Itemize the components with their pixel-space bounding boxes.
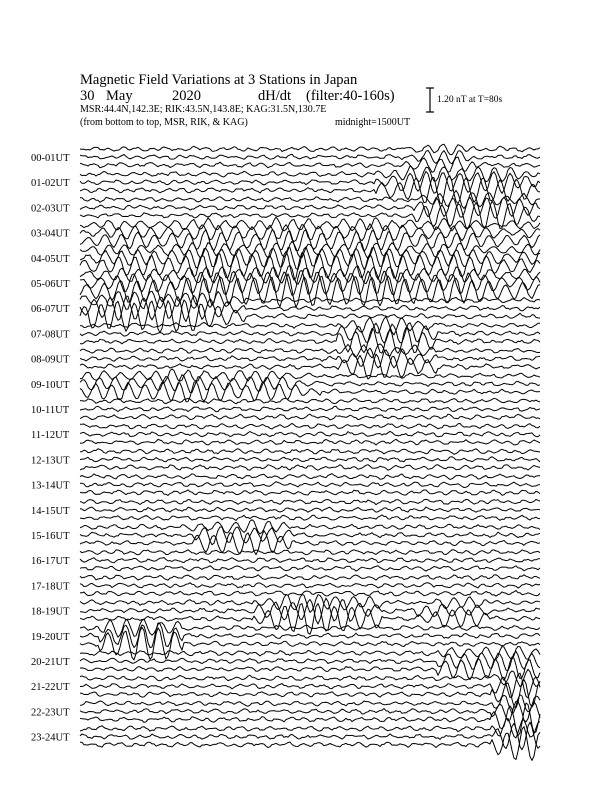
trace-kag-11-12UT [80,439,540,445]
trace-rik-10-11UT [80,406,540,411]
trace-kag-14-15UT [80,515,540,521]
trace-msr-11-12UT [80,423,540,429]
row-label: 02-03UT [31,203,70,215]
date-day: 30 [80,88,95,104]
date-year: 2020 [172,88,201,104]
row-label: 15-16UT [31,531,70,542]
row-label: 07-08UT [31,329,70,341]
row-label: 21-22UT [31,682,70,694]
trace-kag-13-14UT [80,490,540,496]
trace-kag-12-13UT [80,465,540,471]
filter-label: (filter:40-160s) [306,88,395,104]
row-label: 08-09UT [31,354,70,366]
row-label: 04-05UT [31,253,70,265]
trace-rik-19-20UT [80,623,540,648]
trace-rik-16-17UT [80,558,540,563]
row-labels [31,153,70,744]
row-label: 10-11UT [31,405,70,416]
trace-msr-13-14UT [80,474,540,480]
row-label: 16-17UT [31,556,70,568]
scale-label: 1.20 nT at T=80s [437,95,503,105]
trace-msr-16-17UT [80,550,540,555]
row-label: 13-14UT [31,480,70,492]
trace-msr-17-18UT [80,575,540,581]
row-label: 11-12UT [31,430,70,442]
trace-kag-16-17UT [80,566,540,572]
trace-msr-12-13UT [80,449,540,455]
scale-bar [426,88,434,112]
row-label: 12-13UT [31,455,70,467]
trace-rik-12-13UT [80,457,540,462]
trace-msr-15-16UT [80,520,540,534]
trace-msr-09-10UT [80,369,540,383]
midnight-note: midnight=1500UT [335,117,411,128]
row-label: 18-19UT [31,606,70,618]
trace-rik-13-14UT [80,482,540,488]
trace-rik-00-01UT [80,150,540,163]
trace-msr-01-02UT [80,166,540,182]
trace-kag-18-19UT [80,604,540,635]
trace-rik-23-24UT [80,722,540,750]
trace-kag-03-04UT [80,230,540,252]
trace-rik-03-04UT [80,224,540,242]
row-label: 05-06UT [31,279,70,290]
trace-rik-11-12UT [80,431,540,437]
trace-msr-00-01UT [80,144,540,155]
row-label: 00-01UT [31,153,70,164]
trace-msr-18-19UT [80,595,540,613]
row-label: 06-07UT [31,304,70,316]
traces [80,144,540,760]
trace-msr-08-09UT [80,344,540,358]
row-label: 20-21UT [31,657,70,668]
trace-msr-14-15UT [80,499,540,504]
stations-line: MSR:44.4N,142.3E; RIK:43.5N,143.8E; KAG:31.5N,130.7E [80,104,327,115]
trace-kag-23-24UT [80,727,540,761]
row-label: 23-24UT [31,732,70,744]
date-month: May [106,88,133,104]
trace-rik-14-15UT [80,507,540,512]
row-label: 19-20UT [31,631,70,643]
trace-kag-17-18UT [80,591,540,597]
trace-kag-06-07UT [80,300,540,333]
row-label: 17-18UT [31,581,70,593]
trace-kag-10-11UT [80,414,540,420]
row-label: 03-04UT [31,228,70,240]
trace-msr-10-11UT [80,398,540,404]
row-label: 14-15UT [31,505,70,517]
trace-rik-18-19UT [80,598,540,624]
row-label: 09-10UT [31,379,70,391]
station-order-note: (from bottom to top, MSR, RIK, & KAG) [80,117,248,128]
trace-msr-21-22UT [80,669,540,686]
chart-title: Magnetic Field Variations at 3 Stations in Japan [80,72,358,88]
quantity-label: dH/dt [258,88,292,104]
trace-kag-09-10UT [80,381,540,402]
row-label: 22-23UT [31,707,70,719]
trace-rik-17-18UT [80,583,540,588]
row-label: 01-02UT [31,178,70,190]
